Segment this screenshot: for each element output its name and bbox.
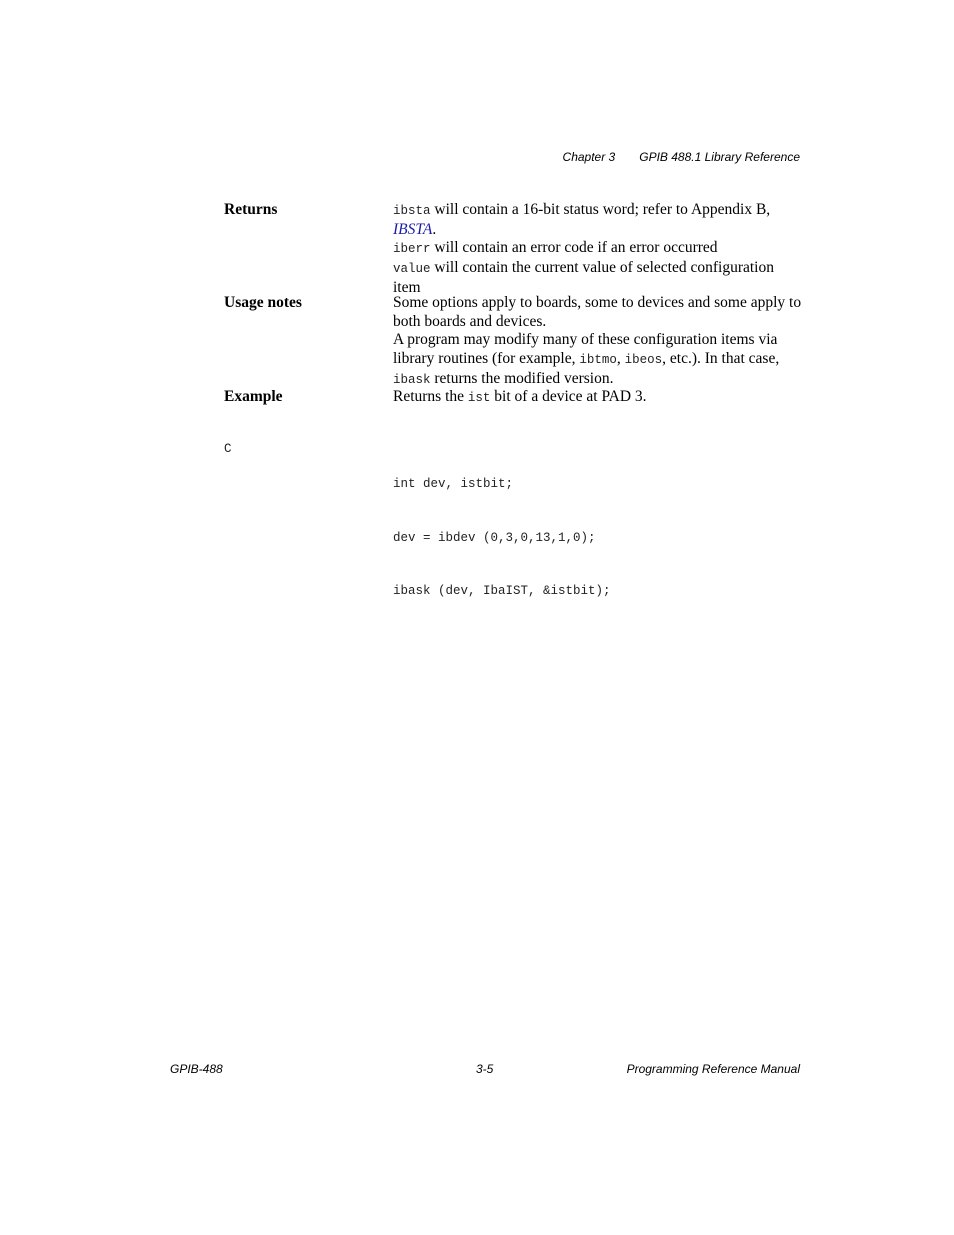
code-line: dev = ibdev (0,3,0,13,1,0); [393,530,596,545]
returns-ibsta-line [393,201,803,239]
usage-para-1: Some options apply to boards, some to devices and some apply to both boards and devices. [393,294,802,330]
example-text-b: bit of a device at PAD 3. [490,388,647,405]
usage-para-2-text-d: returns the modified version. [430,369,614,387]
example-text-a: Returns the [393,388,468,405]
value-code: value [393,262,431,277]
usage-body [393,294,803,390]
usage-para-2 [393,331,803,389]
returns-iberr-text: will contain an error code if an error occurred [430,239,718,257]
ibsta-code: ibsta [393,204,431,218]
code-lines [393,441,611,636]
usage-para-2-text-b: , [616,350,625,368]
ibsta-link[interactable]: IBSTA [393,220,433,238]
header-chapter: Chapter 3 [562,150,616,164]
code-language: C [224,442,232,456]
returns-iberr-line [393,239,803,259]
header-section: GPIB 488.1 Library Reference [639,150,800,164]
usage-label: Usage notes [224,294,302,311]
example-label: Example [224,388,283,405]
ist-code: ist [467,391,491,405]
ibeos-code: ibeos [624,353,663,368]
page-number: 3-5 [476,1062,494,1076]
ibtmo-code: ibtmo [579,353,617,368]
returns-ibsta-text: will contain a 16-bit status word; refer to Appendix B, [430,201,771,218]
returns-label: Returns [224,201,278,218]
example-body [393,388,803,408]
returns-ibsta-end: . [432,220,437,238]
returns-value-text: will contain the current value of selected configuration item [393,259,774,296]
ibask-code: ibask [393,372,431,387]
code-line: int dev, istbit; [393,477,514,492]
footer-right: Programming Reference Manual [626,1062,800,1076]
returns-value-line [393,259,803,297]
code-line: ibask (dev, IbaIST, &istbit); [393,583,611,598]
usage-para-2-text-a: A program may modify many of these configuration items via library routines (for example, [393,331,778,368]
usage-para-2-text-c: , etc.). In that case, [662,350,780,368]
iberr-code: iberr [393,242,431,257]
footer-left: GPIB-488 [170,1062,223,1076]
running-header [563,150,800,164]
returns-body [393,201,803,298]
